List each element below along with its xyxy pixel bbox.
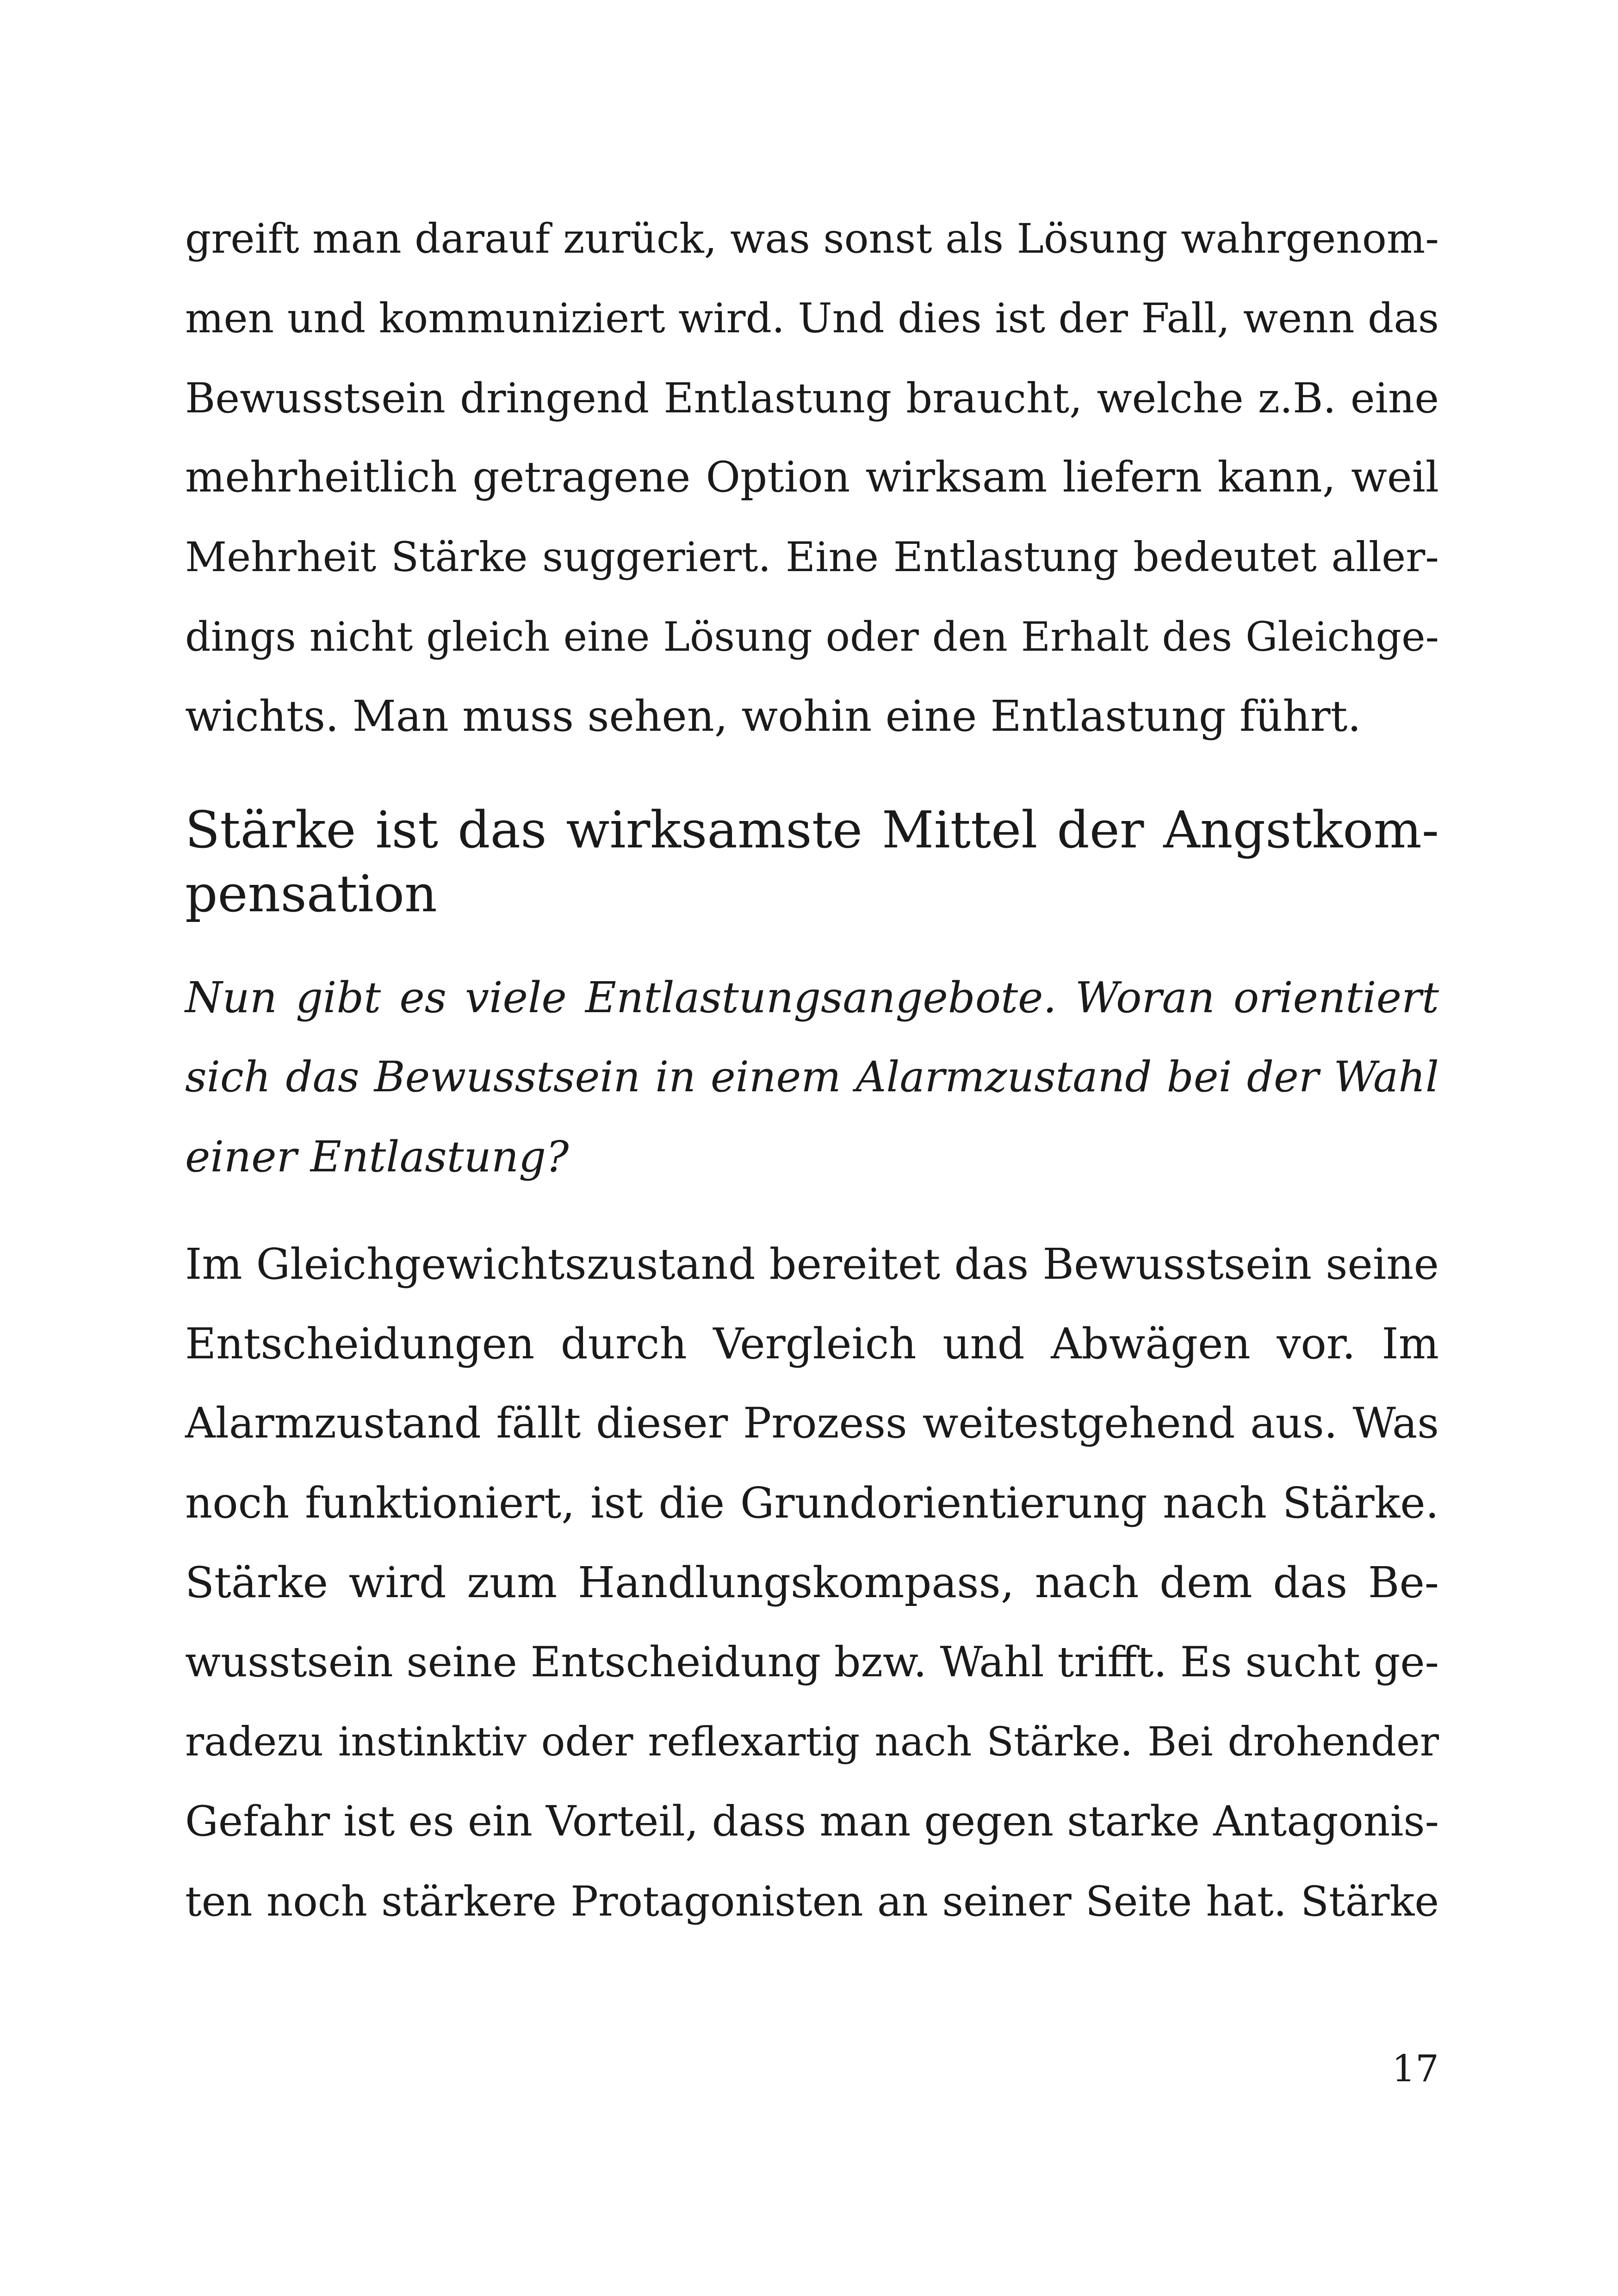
text-line: Gefahr ist es ein Vorteil, dass man gegen starke Antagonis- [185, 1797, 1439, 1846]
text-line: wichts. Man muss sehen, wohin eine Entlastung führt. [185, 691, 1361, 741]
interview-question [185, 958, 1439, 1197]
text-line: radezu instinktiv oder reflexartig nach Stärke. Bei drohender [185, 1719, 1439, 1765]
text-line: Stärke wird zum Handlungskompass, nach dem das Be- [185, 1558, 1439, 1607]
text-line: Entscheidungen durch Vergleich und Abwägen vor. Im [185, 1319, 1439, 1369]
text-line: greift man darauf zurück, was sonst als Lösung wahrgenom- [185, 215, 1439, 262]
text-line: Alarmzustand fällt dieser Prozess weitestgehend aus. Was [185, 1399, 1439, 1448]
text-line: men und kommuniziert wird. Und dies ist der Fall, wenn das [185, 294, 1439, 342]
paragraph [185, 199, 1439, 756]
section-heading [185, 798, 1439, 926]
heading-line: pensation [185, 864, 437, 923]
question-line: einer Entlastung? [185, 1132, 569, 1182]
text-line: mehrheitlich getragene Option wirksam liefern kann, weil [185, 453, 1439, 502]
heading-line: Stärke ist das wirksamste Mittel der Angstkom- [185, 800, 1439, 859]
text-line: Im Gleichgewichtszustand bereitet das Bewusstsein seine [185, 1239, 1439, 1289]
text-line: noch funktioniert, ist die Grundorientierung nach Stärke. [185, 1478, 1439, 1528]
question-line: sich das Bewusstsein in einem Alarmzustand bei der Wahl [185, 1053, 1439, 1101]
text-line: ten noch stärkere Protagonisten an seiner Seite hat. Stärke [185, 1877, 1439, 1925]
text-line: Bewusstsein dringend Entlastung braucht, welche z.B. eine [185, 374, 1439, 422]
text-line: Mehrheit Stärke suggeriert. Eine Entlastung bedeutet aller- [185, 533, 1439, 581]
question-line: Nun gibt es viele Entlastungsangebote. Woran orientiert [185, 973, 1439, 1022]
text-line: wusstsein seine Entscheidung bzw. Wahl trifft. Es sucht ge- [185, 1638, 1439, 1686]
paragraph [185, 1225, 1439, 1941]
page-number: 17 [1392, 2047, 1439, 2090]
text-line: dings nicht gleich eine Lösung oder den Erhalt des Gleichge- [185, 613, 1439, 660]
page-body [185, 199, 1439, 1941]
